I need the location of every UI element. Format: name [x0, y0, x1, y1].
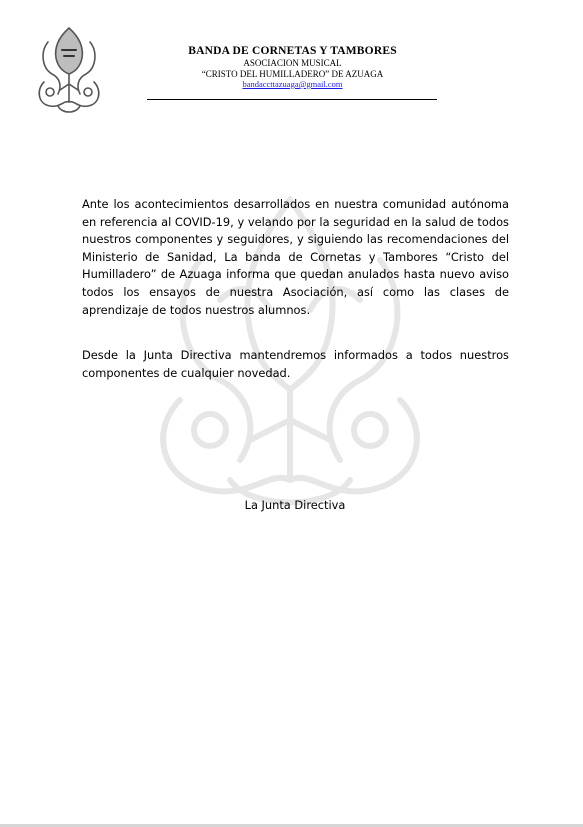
organization-subtitle-2: “CRISTO DEL HUMILLADERO” DE AZUAGA	[201, 68, 384, 79]
header-divider	[147, 99, 437, 100]
organization-subtitle: ASOCIACION MUSICAL	[243, 58, 342, 68]
email-link[interactable]: bandaccttazuaga@gmail.com	[242, 79, 343, 89]
announcement-paragraph-2: Desde la Junta Directiva mantendremos informados a todos nuestros componentes de cualquier novedad.	[82, 348, 509, 380]
organization-title: BANDA DE CORNETAS Y TAMBORES	[188, 45, 397, 57]
letterhead	[150, 44, 435, 90]
announcement-paragraph-1: Ante los acontecimientos desarrollados en nuestra comunidad autónoma en referencia al COVID-19, y velando por la seguridad en la salud de todos nuestros componentes y seguidores, y siguiendo las recomendaciones del Ministerio de Sanidad, La banda de Cornetas y Tambores “Cristo del Humilladero” de Azuaga informa que quedan anulados hasta nuevo aviso todos los ensayos de nuestra Asociación, así como las clases de aprendizaje de todos nuestros alumnos.	[82, 197, 509, 317]
band-crest-icon	[34, 22, 104, 118]
signature: La Junta Directiva	[244, 498, 346, 512]
